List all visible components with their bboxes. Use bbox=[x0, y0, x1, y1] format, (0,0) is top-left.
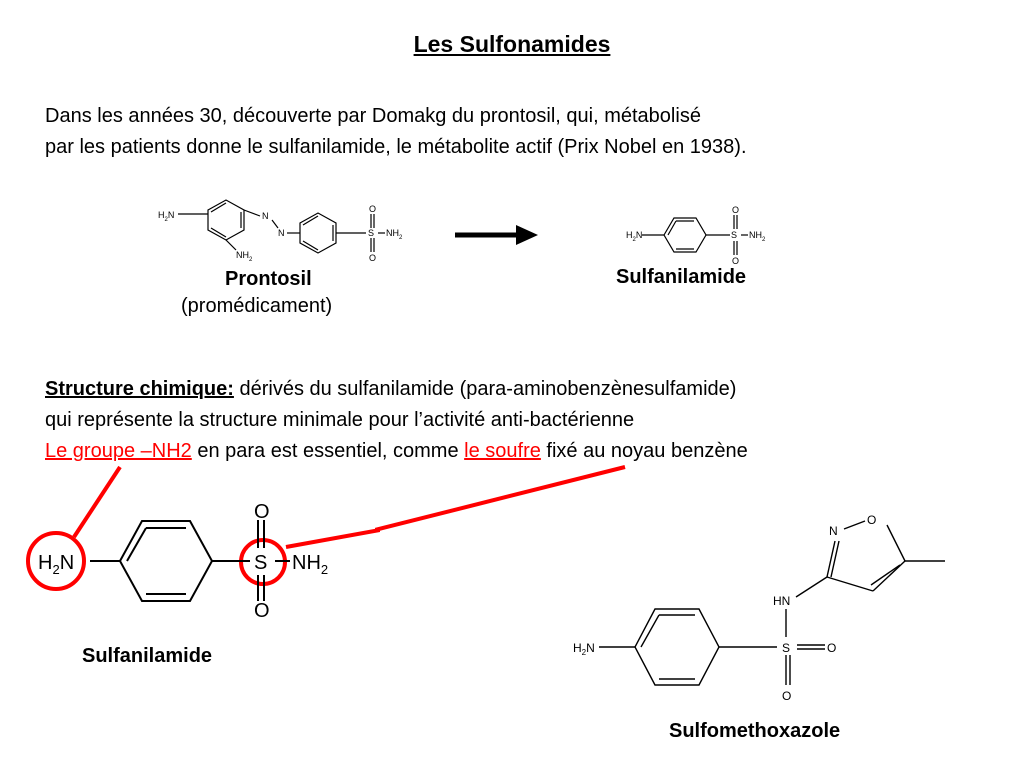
svg-text:H2N: $H_2N$ bbox=[626, 230, 643, 243]
sulfur-highlight: le soufre bbox=[464, 440, 541, 462]
structure-line-3-mid: en para est essentiel, comme bbox=[191, 440, 465, 462]
svg-text:O: O bbox=[369, 253, 377, 263]
svg-text:NH2: $NH_2$ bbox=[236, 250, 253, 263]
svg-text:O: O bbox=[827, 641, 837, 655]
svg-text:O: O bbox=[254, 600, 270, 622]
prontosil-subtitle: (promédicament) bbox=[181, 295, 333, 317]
svg-text:N: N bbox=[829, 524, 838, 538]
structure-line-2: qui représente la structure minimale pour l’activité anti-bactérienne bbox=[45, 409, 635, 431]
svg-text:S: S bbox=[731, 230, 738, 240]
sulfanilamide-large-structure bbox=[0, 455, 380, 625]
sulfanilamide-small-structure bbox=[620, 202, 780, 266]
structure-heading: Structure chimique: bbox=[45, 378, 234, 400]
svg-text:H2N: $H_2N$ bbox=[573, 641, 595, 657]
svg-text:O: O bbox=[732, 205, 740, 215]
svg-text:O: O bbox=[254, 501, 270, 523]
svg-text:S: S bbox=[368, 228, 375, 238]
sulfomethoxazole-label: Sulfomethoxazole bbox=[669, 720, 841, 742]
svg-text:N: N bbox=[278, 228, 285, 238]
svg-text:H2N: $H_2N$ bbox=[158, 210, 175, 223]
nh2-group-highlight: Le groupe –NH2 bbox=[45, 440, 192, 462]
svg-text:NH2: $NH_2$ bbox=[292, 552, 329, 577]
prontosil-label: Prontosil bbox=[225, 268, 312, 290]
page-title: Les Sulfonamides bbox=[413, 31, 611, 57]
svg-text:S: S bbox=[254, 552, 268, 574]
svg-text:O: O bbox=[369, 204, 377, 214]
svg-text:H2N: $H_2N$ bbox=[38, 552, 75, 577]
structure-line-1-text: dérivés du sulfanilamide (para-aminobenzènesulfamide) bbox=[233, 378, 737, 400]
svg-text:O: O bbox=[732, 256, 740, 266]
structure-line-3-end: fixé au noyau benzène bbox=[540, 440, 748, 462]
reaction-arrow-icon bbox=[452, 222, 542, 248]
sulfanilamide-large-label: Sulfanilamide bbox=[82, 645, 213, 667]
svg-text:HN: HN bbox=[773, 594, 791, 608]
prontosil-structure bbox=[150, 198, 420, 268]
sulfomethoxazole-structure bbox=[565, 505, 965, 710]
intro-line-2: par les patients donne le sulfanilamide, le métabolite actif (Prix Nobel en 1938). bbox=[45, 136, 747, 158]
svg-text:S: S bbox=[782, 641, 791, 655]
sulfanilamide-top-label: Sulfanilamide bbox=[616, 266, 747, 288]
intro-paragraph bbox=[45, 101, 747, 163]
svg-text:O: O bbox=[782, 689, 792, 703]
intro-line-1: Dans les années 30, découverte par Domakg du prontosil, qui, métabolisé bbox=[45, 105, 701, 127]
svg-text:N: N bbox=[262, 211, 269, 221]
svg-text:NH2: $NH_2$ bbox=[386, 228, 403, 241]
svg-text:O: O bbox=[867, 513, 877, 527]
svg-text:NH2: $NH_2$ bbox=[749, 230, 766, 243]
structure-line-1 bbox=[45, 374, 748, 405]
structure-paragraph bbox=[45, 374, 748, 467]
